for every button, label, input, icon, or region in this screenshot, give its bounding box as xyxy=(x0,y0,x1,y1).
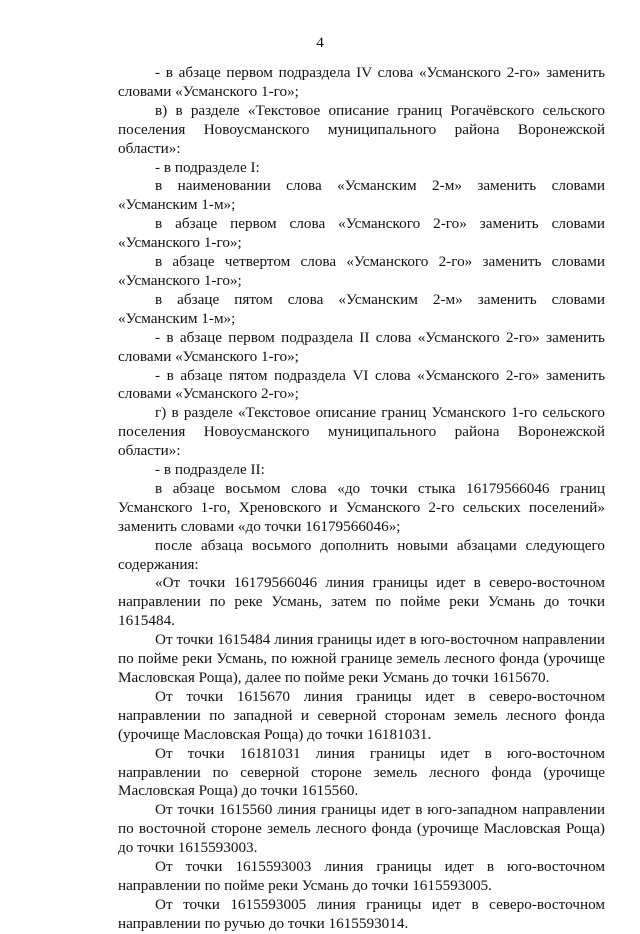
paragraph: в абзаце первом слова «Усманского 2-го» заменить словами «Усманского 1-го»; xyxy=(118,215,605,252)
paragraph: От точки 1615593005 линия границы идет в северо-восточном направлении по ручью до точки 1615593014. xyxy=(118,895,605,932)
paragraph: - в подразделе II: xyxy=(155,461,265,479)
paragraph: в абзаце восьмом слова «до точки стыка 16179566046 границ Усманского 1-го, Хреновского и Усманского 2-го сельских поселений» заменить словами «до точки 16179566046»; xyxy=(118,479,605,535)
paragraph: От точки 1615560 линия границы идет в юго-западном направлении по восточной стороне земель лесного фонда (урочище Масловская Роща) до точки 1615593003. xyxy=(118,801,605,857)
paragraph: - в абзаце пятом подраздела VI слова «Усманского 2-го» заменить словами «Усманского 2-го»; xyxy=(118,366,605,403)
paragraph: в) в разделе «Текстовое описание границ Рогачёвского сельского поселения Новоусманского муниципального района Воронежской области»: xyxy=(118,101,605,157)
paragraph: От точки 1615484 линия границы идет в юго-восточном направлении по пойме реки Усмань, по южной границе земель лесного фонда (урочище Масловская Роща), далее по пойме реки Усмань до точки 1615670. xyxy=(118,631,605,686)
paragraph: От точки 16181031 линия границы идет в юго-восточном направлении по северной стороне земель лесного фонда (урочище Масловская Роща) до точки 1615560. xyxy=(118,744,605,800)
paragraph: - в подразделе I: xyxy=(155,158,260,176)
paragraph: в абзаце четвертом слова «Усманского 2-го» заменить словами «Усманского 1-го»; xyxy=(118,253,605,289)
paragraph: после абзаца восьмого дополнить новыми абзацами следующего содержания: xyxy=(118,536,605,573)
paragraph: - в абзаце первом подраздела II слова «Усманского 2-го» заменить словами «Усманского 1-го»; xyxy=(118,328,605,365)
paragraph: в наименовании слова «Усманским 2-м» заменить словами «Усманским 1-м»; xyxy=(118,177,605,214)
paragraph: г) в разделе «Текстовое описание границ Усманского 1-го сельского поселения Новоусманского муниципального района Воронежской области»: xyxy=(118,404,605,460)
paragraph: От точки 1615593003 линия границы идет в юго-восточном направлении по пойме реки Усмань до точки 1615593005. xyxy=(118,858,605,894)
document-body xyxy=(118,64,605,934)
paragraph: в абзаце пятом слова «Усманским 2-м» заменить словами «Усманским 1-м»; xyxy=(118,290,605,327)
paragraph: От точки 1615670 линия границы идет в северо-восточном направлении по западной и северной сторонам земель лесного фонда (урочище Масловская Роща) до точки 16181031. xyxy=(118,687,605,743)
paragraph: «От точки 16179566046 линия границы идет в северо-восточном направлении по реке Усмань, затем по пойме реки Усмань до точки 1615484. xyxy=(118,574,605,630)
page-number: 4 xyxy=(316,34,324,51)
paragraph: - в абзаце первом подраздела IV слова «Усманского 2-го» заменить словами «Усманского 1-го»; xyxy=(118,64,605,100)
